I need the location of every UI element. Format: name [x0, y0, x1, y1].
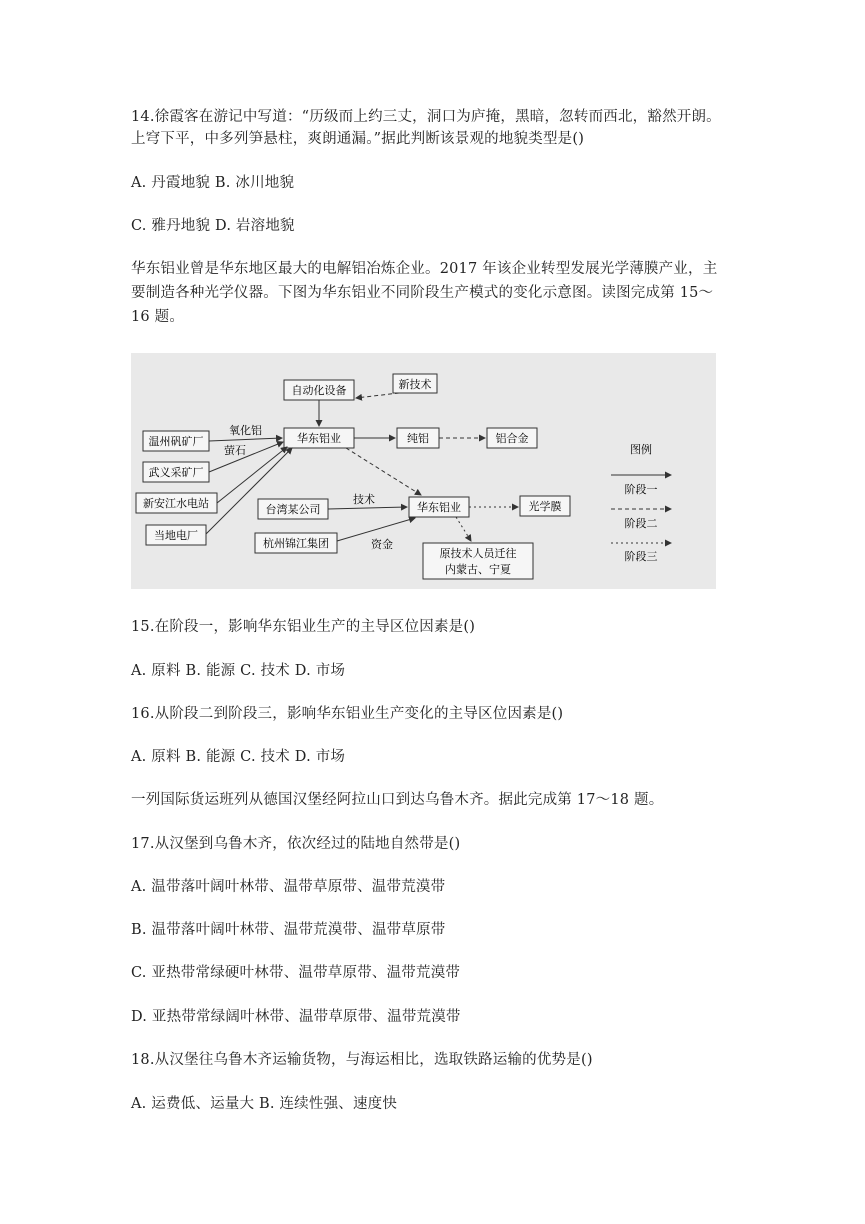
q17-option-a: A. 温带落叶阔叶林带、温带草原带、温带荒漠带 [131, 879, 446, 895]
node-xinanjiang-label: 新安江水电站 [143, 497, 209, 510]
intro-17-18: 一列国际货运班列从德国汉堡经阿拉山口到达乌鲁木齐。据此完成第 17～18 题。 [131, 792, 664, 808]
node-huadong-1-label: 华东铝业 [297, 432, 341, 445]
node-taiwan-label: 台湾某公司 [265, 503, 321, 516]
node-pure-al [397, 428, 439, 448]
legend-stage3: 阶段三 [624, 550, 658, 563]
node-staff-line2: 内蒙古、宁夏 [445, 563, 511, 576]
node-wuyi [143, 462, 209, 482]
legend-title: 图例 [630, 443, 652, 456]
node-new-tech [393, 374, 437, 393]
label-alumina: 氧化铝 [229, 424, 262, 437]
node-automation-label: 自动化设备 [291, 384, 347, 397]
node-new-tech-label: 新技术 [398, 378, 432, 391]
production-mode-diagram [131, 353, 716, 589]
q14-option-cd: C. 雅丹地貌 D. 岩溶地貌 [131, 218, 295, 234]
q16-stem: 16.从阶段二到阶段三，影响华东铝业生产变化的主导区位因素是() [131, 706, 564, 722]
node-xinanjiang [136, 493, 217, 513]
label-capital: 资金 [371, 538, 393, 551]
q14-option-ab: A. 丹霞地貌 B. 冰川地貌 [131, 175, 295, 191]
q17-option-c: C. 亚热带常绿硬叶林带、温带草原带、温带荒漠带 [131, 965, 461, 981]
node-hangzhou [255, 533, 337, 553]
q14-stem-line2: 上穹下平，中多列笋悬柱，爽朗通漏。”据此判断该景观的地貌类型是() [131, 131, 585, 147]
q18-option-ab: A. 运费低、运量大 B. 连续性强、速度快 [131, 1096, 398, 1112]
node-al-alloy-label: 铝合金 [495, 432, 529, 445]
legend-stage2: 阶段二 [624, 517, 658, 530]
node-staff-relocation [423, 543, 533, 579]
node-taiwan [258, 499, 328, 519]
label-technology: 技术 [353, 493, 375, 506]
node-al-alloy [487, 428, 537, 448]
intro-15-16-line2: 要制造各种光学仪器。下图为华东铝业不同阶段生产模式的变化示意图。读图完成第 15～ [131, 285, 714, 301]
node-wuyi-label: 武义采矿厂 [148, 466, 204, 479]
node-huadong-1 [284, 428, 354, 448]
label-fluorite: 萤石 [224, 444, 246, 457]
q17-stem: 17.从汉堡到乌鲁木齐，依次经过的陆地自然带是() [131, 836, 461, 852]
q14-stem-line1: 14.徐霞客在游记中写道：“历级而上约三丈，洞口为庐掩，黑暗，忽转而西北，豁然开朗。 [131, 109, 721, 125]
q17-option-b: B. 温带落叶阔叶林带、温带荒漠带、温带草原带 [131, 922, 446, 938]
node-hangzhou-label: 杭州锦江集团 [263, 537, 329, 550]
node-wenzhou [143, 431, 209, 451]
node-optical-film-label: 光学膜 [528, 500, 562, 513]
q15-stem: 15.在阶段一，影响华东铝业生产的主导区位因素是() [131, 619, 476, 635]
intro-15-16-line1: 华东铝业曾是华东地区最大的电解铝冶炼企业。2017 年该企业转型发展光学薄膜产业，主 [131, 261, 718, 277]
node-local-power-label: 当地电厂 [154, 529, 198, 542]
node-local-power [146, 525, 206, 545]
q16-options: A. 原料 B. 能源 C. 技术 D. 市场 [131, 749, 346, 765]
q15-options: A. 原料 B. 能源 C. 技术 D. 市场 [131, 663, 346, 679]
q17-option-d: D. 亚热带常绿阔叶林带、温带草原带、温带荒漠带 [131, 1009, 461, 1025]
node-optical-film [520, 496, 570, 516]
intro-15-16-line3: 16 题。 [131, 309, 185, 325]
node-huadong-2 [409, 497, 469, 517]
node-staff-line1: 原技术人员迁往 [439, 547, 517, 560]
node-huadong-2-label: 华东铝业 [417, 501, 461, 514]
node-wenzhou-label: 温州矾矿厂 [148, 435, 204, 448]
legend-stage1: 阶段一 [624, 483, 658, 496]
q18-stem: 18.从汉堡往乌鲁木齐运输货物，与海运相比，选取铁路运输的优势是() [131, 1052, 593, 1068]
node-automation [284, 380, 354, 400]
node-pure-al-label: 纯铝 [407, 432, 429, 445]
